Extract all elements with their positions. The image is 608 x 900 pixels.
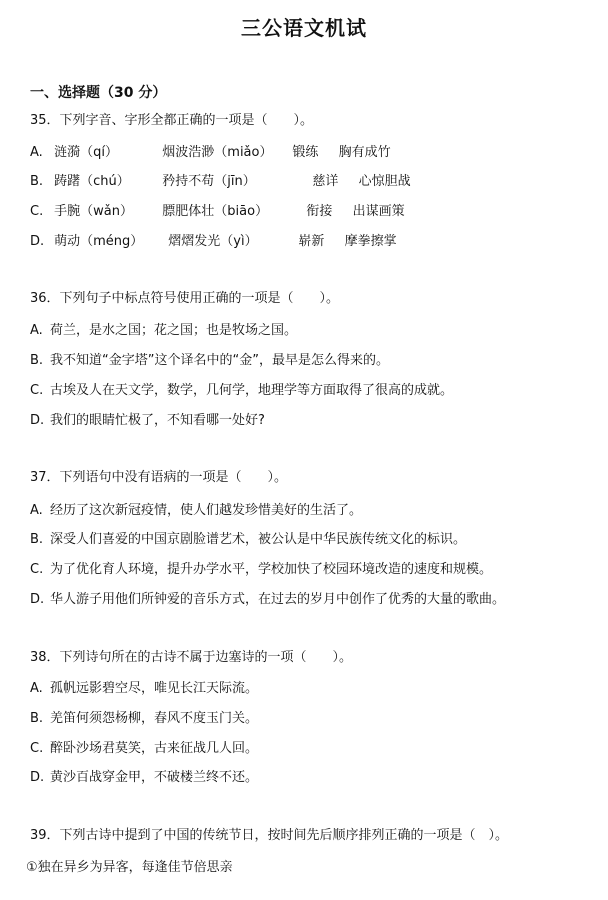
option-letter: C. xyxy=(30,562,44,577)
q36-option-d[interactable] xyxy=(30,412,265,430)
option-item: 胸有成竹 xyxy=(338,145,391,160)
question-38-stem: 38．下列诗句所在的古诗不属于边塞诗的一项（ ）。 xyxy=(30,650,353,665)
option-item: 萌动（méng） xyxy=(54,234,144,249)
option-item: 烟波浩渺（miǎo） xyxy=(162,145,273,160)
option-letter: D. xyxy=(30,234,45,249)
option-letter: C. xyxy=(30,204,44,219)
option-letter: A. xyxy=(30,323,43,338)
option-letter: D. xyxy=(30,413,45,428)
option-text: 醉卧沙场君莫笑，古来征战几人回。 xyxy=(50,741,259,756)
option-letter: B. xyxy=(30,711,44,726)
option-text: 羌笛何须怨杨柳，春风不度玉门关。 xyxy=(50,711,259,726)
option-item: 踌躇（chú） xyxy=(54,174,130,189)
q36-option-a[interactable] xyxy=(30,322,297,340)
option-item: 手腕（wǎn） xyxy=(54,204,133,219)
option-text: 华人游子用他们所钟爱的音乐方式，在过去的岁月中创作了优秀的大量的歌曲。 xyxy=(50,592,506,607)
q35-option-d[interactable] xyxy=(30,233,397,251)
option-letter: B. xyxy=(30,353,44,368)
q38-option-c[interactable] xyxy=(30,740,258,758)
option-item: 矜持不苟（jīn） xyxy=(162,174,256,189)
option-text: 古埃及人在天文学，数学，几何学，地理学等方面取得了很高的成就。 xyxy=(50,383,454,398)
q37-option-d[interactable] xyxy=(30,591,505,609)
q35-option-b[interactable] xyxy=(30,173,411,191)
option-letter: A. xyxy=(30,145,43,160)
q39-poem-line-1: ①独在异乡为异客，每逢佳节倍思亲 xyxy=(26,860,233,875)
option-letter: A. xyxy=(30,681,43,696)
option-item: 慈详 xyxy=(312,174,339,189)
option-item: 摩拳擦掌 xyxy=(344,234,397,249)
q38-option-b[interactable] xyxy=(30,710,258,728)
question-36-stem: 36．下列句子中标点符号使用正确的一项是（ ）。 xyxy=(30,291,340,306)
option-item: 膘肥体壮（biāo） xyxy=(162,204,269,219)
option-text: 黄沙百战穿金甲，不破楼兰终不还。 xyxy=(50,770,259,785)
q38-option-a[interactable] xyxy=(30,680,258,698)
option-text: 我不知道“金字塔”这个译名中的“金”，最早是怎么得来的。 xyxy=(50,353,389,368)
option-item: 涟漪（qí） xyxy=(54,145,119,160)
option-letter: A. xyxy=(30,503,43,518)
option-text: 深受人们喜爱的中国京剧脸谱艺术，被公认是中华民族传统文化的标识。 xyxy=(50,532,467,547)
option-text: 我们的眼睛忙极了，不知看哪一处好? xyxy=(50,413,265,428)
q35-option-a[interactable] xyxy=(30,144,391,162)
option-item: 熠熠发光（yì） xyxy=(168,234,258,249)
option-text: 经历了这次新冠疫情，使人们越发珍惜美好的生活了。 xyxy=(50,503,363,518)
section-heading: 一、选择题（30 分） xyxy=(30,85,167,101)
option-item: 衔接 xyxy=(306,204,333,219)
option-text: 为了优化育人环境，提升办学水平，学校加快了校园环境改造的速度和规模。 xyxy=(50,562,493,577)
q37-option-a[interactable] xyxy=(30,502,362,520)
option-item: 出谋画策 xyxy=(352,204,405,219)
q35-option-c[interactable] xyxy=(30,203,405,221)
option-letter: C. xyxy=(30,741,44,756)
option-letter: D. xyxy=(30,770,45,785)
question-37-stem: 37．下列语句中没有语病的一项是（ ）。 xyxy=(30,470,288,485)
page-title: 三公语文机试 xyxy=(241,16,367,40)
option-letter: D. xyxy=(30,592,45,607)
option-item: 心惊胆战 xyxy=(358,174,411,189)
question-39-stem: 39．下列古诗中提到了中国的传统节日，按时间先后顺序排列正确的一项是（ ）。 xyxy=(30,828,509,843)
q36-option-c[interactable] xyxy=(30,382,453,400)
q37-option-c[interactable] xyxy=(30,561,492,579)
option-letter: B. xyxy=(30,532,44,547)
option-item: 崭新 xyxy=(298,234,325,249)
option-letter: B. xyxy=(30,174,44,189)
q38-option-d[interactable] xyxy=(30,769,258,787)
q36-option-b[interactable] xyxy=(30,352,389,370)
q37-option-b[interactable] xyxy=(30,531,466,549)
option-text: 孤帆远影碧空尽，唯见长江天际流。 xyxy=(50,681,259,696)
question-35-stem: 35．下列字音、字形全都正确的一项是（ ）。 xyxy=(30,113,314,128)
option-text: 荷兰，是水之国；花之国；也是牧场之国。 xyxy=(50,323,298,338)
option-item: 锻练 xyxy=(292,145,319,160)
option-letter: C. xyxy=(30,383,44,398)
